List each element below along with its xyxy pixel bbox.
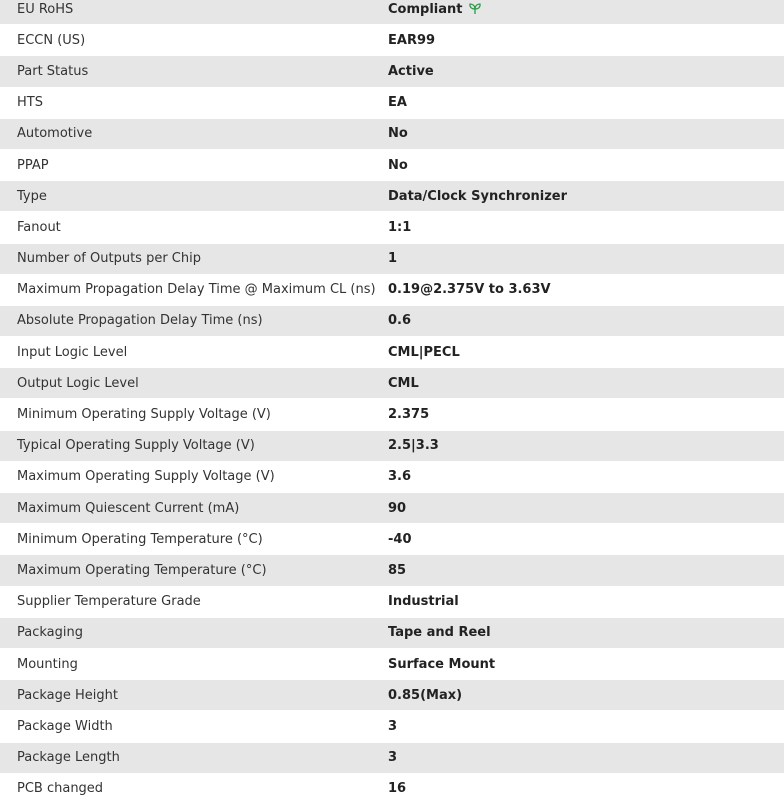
spec-row-part-status: [0, 56, 784, 87]
spec-value: 85: [388, 562, 407, 578]
spec-value: 90: [388, 500, 407, 516]
spec-row-eu-rohs: [0, 0, 784, 25]
spec-row-input-logic-level: [0, 337, 784, 368]
spec-value: Data/Clock Synchronizer: [388, 188, 568, 204]
spec-label: Minimum Operating Temperature (°C): [17, 531, 263, 547]
spec-label: Package Height: [17, 687, 118, 703]
spec-label: HTS: [17, 95, 43, 111]
spec-row-output-logic-level: [0, 368, 784, 399]
spec-label: Absolute Propagation Delay Time (ns): [17, 313, 263, 329]
spec-label: Maximum Quiescent Current (mA): [17, 500, 240, 516]
spec-value: No: [388, 126, 408, 142]
spec-label: PPAP: [17, 157, 49, 173]
spec-label: Fanout: [17, 219, 61, 235]
spec-value: 0.19@2.375V to 3.63V: [388, 282, 551, 298]
spec-value: Surface Mount: [388, 656, 496, 672]
spec-label: Maximum Operating Supply Voltage (V): [17, 469, 275, 485]
spec-row-pcb-changed: [0, 774, 784, 805]
spec-label: EU RoHS: [17, 1, 74, 17]
spec-row-hts: [0, 88, 784, 119]
spec-value: 0.85(Max): [388, 687, 463, 703]
spec-row-package-height: [0, 680, 784, 711]
spec-row-fanout: [0, 212, 784, 243]
spec-label: Package Length: [17, 750, 120, 766]
spec-value: [388, 2, 784, 17]
spec-label: Maximum Propagation Delay Time @ Maximum CL (ns): [17, 282, 376, 298]
spec-label: Part Status: [17, 63, 89, 79]
spec-row-max-operating-temp: [0, 555, 784, 586]
spec-label: Minimum Operating Supply Voltage (V): [17, 407, 271, 423]
spec-row-min-operating-temp: [0, 524, 784, 555]
spec-value: 3.6: [388, 469, 412, 485]
spec-row-max-propagation-delay: [0, 275, 784, 306]
spec-label: Output Logic Level: [17, 375, 139, 391]
spec-value: 2.375: [388, 407, 430, 423]
spec-label: PCB changed: [17, 781, 104, 797]
spec-row-min-supply-voltage: [0, 399, 784, 430]
spec-value: Industrial: [388, 594, 459, 610]
spec-label: Supplier Temperature Grade: [17, 594, 201, 610]
spec-row-outputs-per-chip: [0, 244, 784, 275]
spec-row-mounting: [0, 649, 784, 680]
spec-row-package-width: [0, 711, 784, 742]
spec-label: Type: [17, 188, 47, 204]
spec-row-max-quiescent-current: [0, 493, 784, 524]
spec-row-type: [0, 181, 784, 212]
spec-row-max-supply-voltage: [0, 462, 784, 493]
spec-row-temp-grade: [0, 587, 784, 618]
spec-label: Package Width: [17, 718, 113, 734]
spec-label: Number of Outputs per Chip: [17, 251, 201, 267]
spec-value: CML|PECL: [388, 344, 460, 360]
spec-row-packaging: [0, 618, 784, 649]
spec-label: Packaging: [17, 625, 83, 641]
spec-value: 3: [388, 718, 398, 734]
spec-value: No: [388, 157, 408, 173]
spec-row-ppap: [0, 150, 784, 181]
spec-row-package-length: [0, 743, 784, 774]
leaf-icon: [468, 2, 482, 16]
spec-row-typ-supply-voltage: [0, 431, 784, 462]
spec-value: 1:1: [388, 219, 412, 235]
spec-value: Tape and Reel: [388, 625, 491, 641]
spec-label: Maximum Operating Temperature (°C): [17, 562, 267, 578]
spec-value-text: Compliant: [388, 1, 463, 17]
spec-value: -40: [388, 531, 412, 547]
spec-value: EA: [388, 95, 407, 111]
spec-row-abs-propagation-delay: [0, 306, 784, 337]
spec-label: Automotive: [17, 126, 93, 142]
spec-value: 3: [388, 750, 398, 766]
spec-row-automotive: [0, 119, 784, 150]
spec-value: 0.6: [388, 313, 412, 329]
spec-label: ECCN (US): [17, 32, 86, 48]
spec-label: Input Logic Level: [17, 344, 128, 360]
spec-value: EAR99: [388, 32, 436, 48]
spec-label: Typical Operating Supply Voltage (V): [17, 438, 255, 454]
spec-value: 2.5|3.3: [388, 438, 439, 454]
spec-value: 16: [388, 781, 407, 797]
spec-label: Mounting: [17, 656, 78, 672]
spec-row-eccn: [0, 25, 784, 56]
spec-value: Active: [388, 63, 434, 79]
spec-value: CML: [388, 375, 419, 391]
spec-value: 1: [388, 251, 398, 267]
